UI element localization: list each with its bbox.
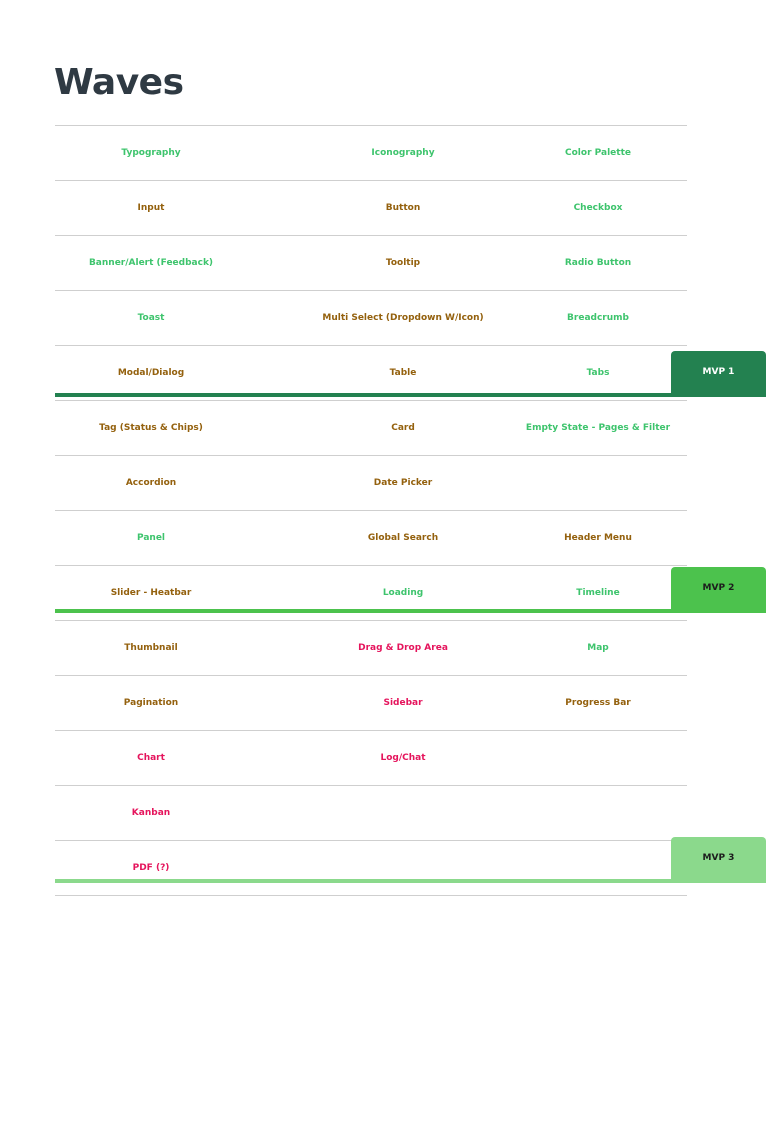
page-title: Waves <box>54 62 184 103</box>
milestone-line <box>55 609 766 613</box>
table-row <box>55 510 687 565</box>
component-item: PDF (?) <box>132 863 170 873</box>
component-item: Input <box>137 203 165 213</box>
table-row <box>55 675 687 730</box>
component-item: Tabs <box>586 368 610 378</box>
component-item: Table <box>389 368 417 378</box>
component-item: Loading <box>382 588 424 598</box>
milestone-badge: MVP 1 <box>671 351 766 393</box>
component-item: Progress Bar <box>565 698 631 708</box>
component-item: Color Palette <box>565 148 631 158</box>
milestone-badge: MVP 2 <box>671 567 766 609</box>
component-item: Empty State - Pages & Filter <box>525 423 671 433</box>
milestone-line <box>55 879 766 883</box>
component-item: Tooltip <box>385 258 421 268</box>
component-item: Timeline <box>576 588 620 598</box>
component-item: Map <box>587 643 609 653</box>
component-item: Header Menu <box>564 533 632 543</box>
milestone-badge: MVP 3 <box>671 837 766 879</box>
component-item: Card <box>391 423 415 433</box>
component-item: Sidebar <box>383 698 423 708</box>
component-item: Chart <box>137 753 165 763</box>
table-row <box>55 400 687 455</box>
component-item: Checkbox <box>573 203 623 213</box>
component-item: Toast <box>137 313 165 323</box>
table-row <box>55 180 687 235</box>
component-item: Slider - Heatbar <box>110 588 192 598</box>
component-item: Iconography <box>371 148 435 158</box>
component-item: Banner/Alert (Feedback) <box>88 258 214 268</box>
table-row <box>55 620 687 675</box>
table-row <box>55 730 687 785</box>
component-item: Log/Chat <box>380 753 426 763</box>
component-item: Radio Button <box>564 258 632 268</box>
component-item: Kanban <box>131 808 171 818</box>
component-item: Global Search <box>367 533 439 543</box>
table-row <box>55 125 687 180</box>
table-row <box>55 345 687 400</box>
component-grid <box>55 125 687 896</box>
component-item: Typography <box>121 148 181 158</box>
table-row <box>55 290 687 345</box>
component-item: Pagination <box>123 698 179 708</box>
component-item: Date Picker <box>373 478 433 488</box>
table-row <box>55 785 687 840</box>
milestone-line <box>55 393 766 397</box>
component-item: Drag & Drop Area <box>358 643 448 653</box>
component-item: Modal/Dialog <box>117 368 185 378</box>
component-item: Thumbnail <box>124 643 178 653</box>
component-item: Breadcrumb <box>567 313 629 323</box>
table-row <box>55 455 687 510</box>
component-item: Button <box>385 203 421 213</box>
table-row <box>55 840 687 896</box>
component-item: Multi Select (Dropdown W/Icon) <box>322 313 484 323</box>
component-item: Accordion <box>125 478 177 488</box>
table-row <box>55 235 687 290</box>
component-item: Tag (Status & Chips) <box>99 423 203 433</box>
component-item: Panel <box>136 533 166 543</box>
